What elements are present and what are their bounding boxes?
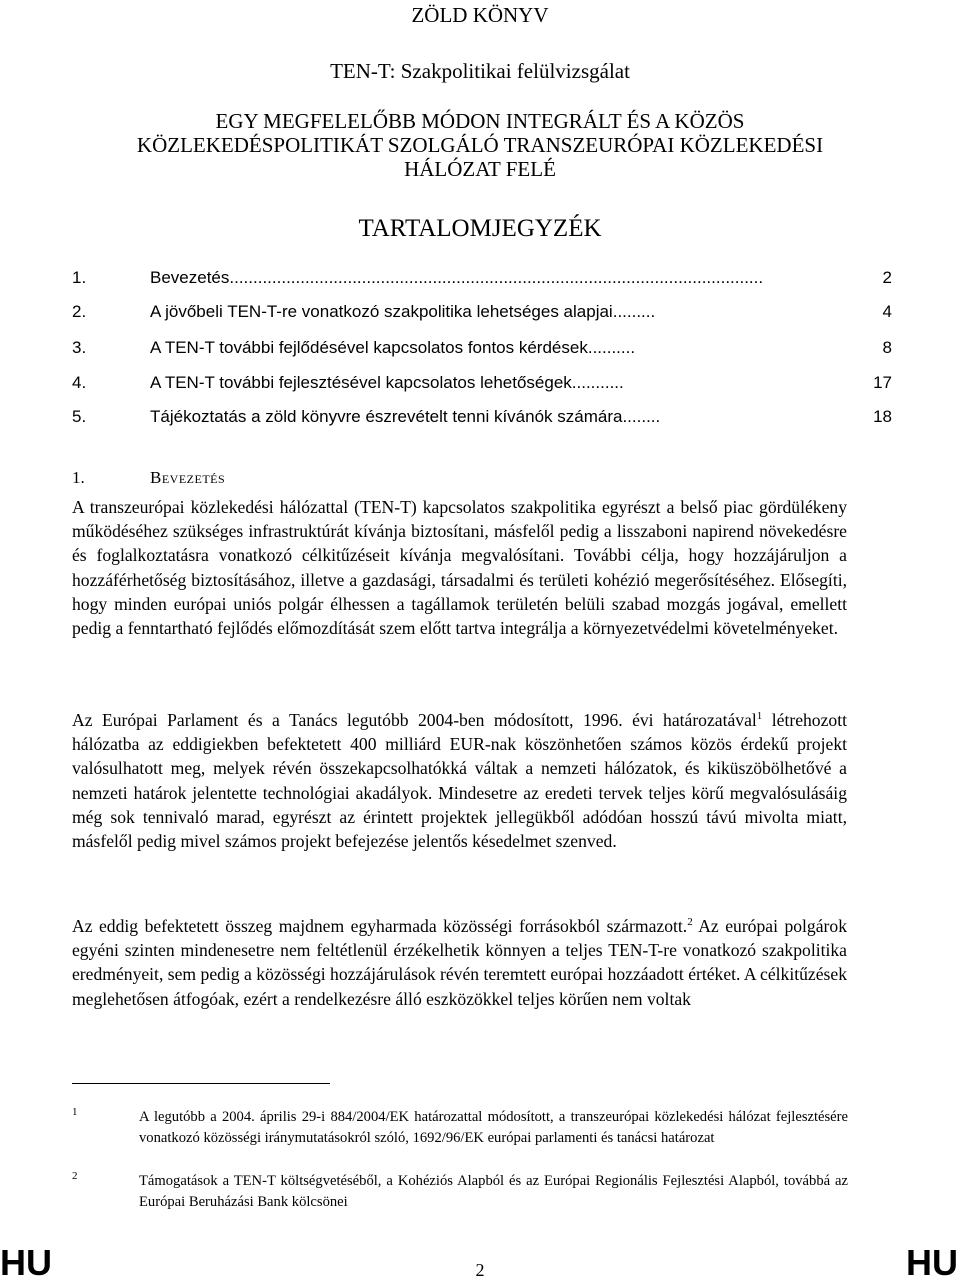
body-paragraph-3: Az eddig befektetett összeg majdnem egyharmada közösségi forrásokból származott.$^2$ Az európai polgárok egyéni szinten mindenesetre nem feltétlenül érzékelhetik könnyen a teljes TEN-T-re vonatkozó szakpolitika eredményeit, sem pedig a közösségi hozzájárulások révén teremtett európai hozzáadott értéket. A célkitűzések meglehetősen átfogóak, ezért a rendelkezésre álló eszközökkel teljes körűen nem voltak xyxy=(72,916,847,1009)
toc-item-label: A TEN-T további fejlődésével kapcsolatos fontos kérdések xyxy=(150,338,588,357)
toc-item-label: A jövőbeli TEN-T-re vonatkozó szakpolitika lehetséges alapjai xyxy=(150,302,613,321)
document-subtitle: TEN-T: Szakpolitikai felülvizsgálat xyxy=(330,59,630,83)
footnote-number: 1 xyxy=(72,1106,78,1118)
toc-item-page: 8 xyxy=(882,338,892,357)
toc-item-page: 2 xyxy=(882,268,892,287)
footnote-ref-2[interactable]: 2 xyxy=(687,916,693,929)
section-number: 1. xyxy=(72,468,85,487)
footnote-ref-1[interactable]: 1 xyxy=(756,710,763,723)
language-code-left: HU xyxy=(0,1242,52,1283)
toc-item-label: Bevezetés xyxy=(150,268,230,287)
language-code-right: HU xyxy=(906,1242,958,1283)
body-paragraph-2: Az Európai Parlament és a Tanács legutóbb 2004-ben módosított, 1996. évi határozatával$^1$ létrehozott hálózatba az eddigiekben befektetett 400 milliárd EUR-nak köszönhetően számos közös érdekű projekt valósulhatott meg, melyek révén összekapcsolhatókká váltak a nemzeti hálózatok, és kiküszöbölhetővé a nemzeti határok jelentette technológiai akadályok. Mindesetre az eredeti tervek teljes körű megvalósulásáig még sok tennivaló marad, egyrészt az érintett projektek jellegükből adódóan hosszú távú mivolta miatt, másfelől pedig mivel számos projekt befejezése jelentős késedelmet szenved. xyxy=(72,710,847,852)
toc-item-number: 2. xyxy=(72,302,87,321)
toc-item[interactable]: 1. Bevezetés................................................................................................................. 2 xyxy=(72,265,892,291)
toc-title: TARTALOMJEGYZÉK xyxy=(358,215,602,242)
toc-item-number: 3. xyxy=(72,338,87,357)
toc-item-label: A TEN-T további fejlesztésével kapcsolatos lehetőségek xyxy=(150,373,572,392)
page-number: 2 xyxy=(475,1260,485,1280)
toc-item[interactable]: 4. A TEN-T további fejlesztésével kapcsolatos lehetőségek........... 17 xyxy=(72,370,892,396)
section-title: Bevezetés xyxy=(150,468,226,487)
document-type: ZÖLD KÖNYV xyxy=(411,3,549,27)
toc-item-number: 1. xyxy=(72,268,87,287)
toc-item-number: 5. xyxy=(72,407,87,426)
toc-item[interactable]: 3. A TEN-T további fejlődésével kapcsolatos fontos kérdések.......... 8 xyxy=(72,335,892,361)
toc-item-page: 17 xyxy=(873,373,892,392)
main-title-line-1: EGY MEGFELELŐBB MÓDON INTEGRÁLT ÉS A KÖZÖS xyxy=(215,109,745,133)
footnote-separator xyxy=(72,1083,330,1084)
toc-item-label: Tájékoztatás a zöld könyvre észrevételt tenni kívánók számára xyxy=(150,407,623,426)
footnote-number: 2 xyxy=(72,1170,78,1182)
toc-item[interactable]: 2. A jövőbeli TEN-T-re vonatkozó szakpolitika lehetséges alapjai......... 4 xyxy=(72,299,892,325)
toc-item[interactable]: 5. Tájékoztatás a zöld könyvre észrevételt tenni kívánók számára........ 18 xyxy=(72,404,892,430)
toc-item-number: 4. xyxy=(72,373,87,392)
footnote-text: Támogatások a TEN-T költségvetéséből, a Kohéziós Alapból és az Európai Regionális Fejlesztési Alapból, továbbá az Európai Beruházási Bank kölcsönei xyxy=(139,1173,848,1210)
footnote-text: A legutóbb a 2004. április 29-i 884/2004/EK határozattal módosított, a transzeurópai közlekedési hálózat fejlesztésére vonatkozó közösségi iránymutatásokról szóló, 1692/96/EK európai parlamenti és tanácsi határozat xyxy=(139,1109,848,1146)
main-title-line-2: KÖZLEKEDÉSPOLITIKÁT SZOLGÁLÓ TRANSZEURÓPAI KÖZLEKEDÉSI xyxy=(136,133,824,157)
section-heading xyxy=(72,466,225,490)
toc-item-page: 18 xyxy=(873,407,892,426)
body-paragraph-1: A transzeurópai közlekedési hálózattal (TEN-T) kapcsolatos szakpolitika egyrészt a belső piac gördülékeny működéséhez szükséges infrastruktúrát kívánja biztosítani, másfelől pedig a lisszaboni napirend növekedésre és foglalkoztatásra vonatkozó célkitűzéseit kívánja megvalósítani. További célja, hogy hozzájáruljon a hozzáférhetőség biztosításához, illetve a gazdasági, társadalmi és területi kohézió megerősítéséhez. Elősegíti, hogy minden európai uniós polgár élhessen a tagállamok területén belüli szabad mozgás jogával, emellett pedig a fenntartható fejlődés előmozdítását szem előtt tartva integrálja a környezetvédelmi követelményeket. xyxy=(72,497,847,639)
toc-item-page: 4 xyxy=(882,302,892,321)
main-title-line-3: HÁLÓZAT FELÉ xyxy=(404,157,556,181)
